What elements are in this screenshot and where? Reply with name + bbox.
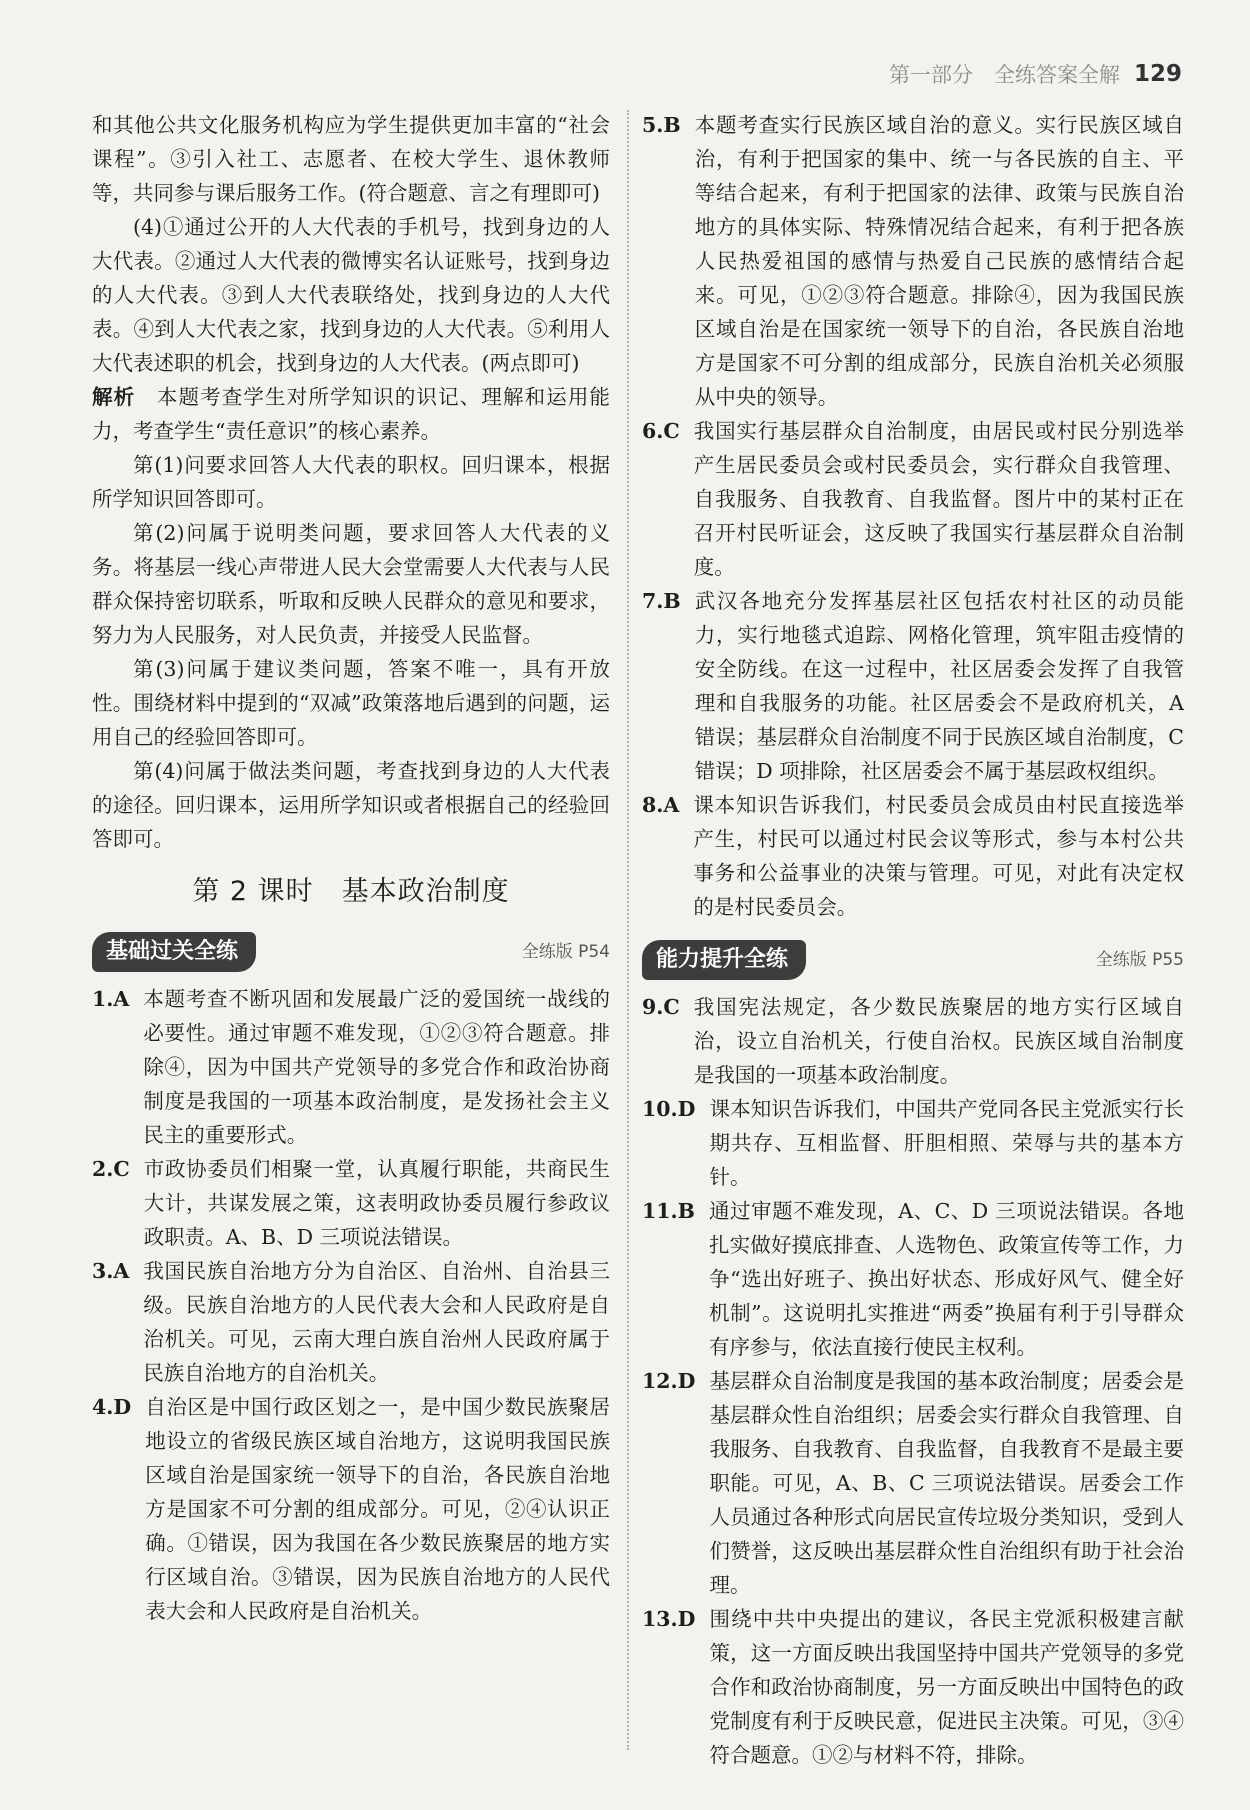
section-header-advanced xyxy=(642,938,1184,982)
answer-text: 本题考查不断巩固和发展最广泛的爱国统一战线的必要性。通过审题不难发现，①②③符合题意。排除④，因为中国共产党领导的多党合作和政治协商制度是我国的一项基本政治制度，是发扬社会主义民主的重要形式。 xyxy=(143,987,610,1147)
answer-item xyxy=(642,1092,1184,1194)
section-badge: 能力提升全练 xyxy=(642,940,806,980)
analysis-label: 解析 xyxy=(92,385,136,409)
answer-item xyxy=(642,414,1184,584)
left-column xyxy=(92,108,610,1628)
answer-number: 13.D xyxy=(642,1607,696,1631)
right-column xyxy=(642,108,1184,1772)
section-page-ref: 全练版 P54 xyxy=(521,942,610,962)
analysis-q2: 第(2)问属于说明类问题，要求回答人大代表的义务。将基层一线心声带进人民大会堂需要人大代表与人民群众保持密切联系，听取和反映人民群众的意见和要求，努力为人民服务，对人民负责，并接受人民监督。 xyxy=(92,521,610,647)
answer-number: 9.C xyxy=(642,995,680,1019)
answer-text: 通过审题不难发现，A、C、D 三项说法错误。各地扎实做好摸底排查、人选物色、政策宣传等工作，力争“选出好班子、换出好状态、形成好风气、健全好机制”。这说明扎实推进“两委”换届有利于引导群众有序参与，依法直接行使民主权利。 xyxy=(709,1199,1184,1359)
answer-item xyxy=(642,990,1184,1092)
answer-item xyxy=(642,1602,1184,1772)
answer-item xyxy=(642,1364,1184,1602)
answer-item xyxy=(642,1194,1184,1364)
answer-number: 6.C xyxy=(642,419,680,443)
lesson-title: 第 2 课时 基本政治制度 xyxy=(192,876,510,907)
answer-number: 12.D xyxy=(642,1369,696,1393)
answer-number: 7.B xyxy=(642,589,681,613)
answer-item xyxy=(92,982,610,1152)
answer-number: 1.A xyxy=(92,987,130,1011)
answer-number: 2.C xyxy=(92,1157,130,1181)
section-badge: 基础过关全练 xyxy=(92,932,256,972)
analysis-q3: 第(3)问属于建议类问题，答案不唯一，具有开放性。围绕材料中提到的“双减”政策落地后遇到的问题，运用自己的经验回答即可。 xyxy=(92,657,610,749)
answer-number: 4.D xyxy=(92,1395,132,1419)
answer-text: 基层群众自治制度是我国的基本政治制度；居委会是基层群众性自治组织；居委会实行群众自我管理、自我服务、自我教育、自我监督，自我教育不是最主要职能。可见，A、B、C 三项说法错误。居委会工作人员通过各种形式向居民宣传垃圾分类知识，受到人们赞誉，这反映出基层群众性自治组织有助于社会治理。 xyxy=(709,1369,1184,1597)
answer-number: 3.A xyxy=(92,1259,130,1283)
column-divider xyxy=(627,110,629,1750)
answer-number: 8.A xyxy=(642,793,680,817)
answer-text: 武汉各地充分发挥基层社区包括农村社区的动员能力，实行地毯式追踪、网格化管理，筑牢阻击疫情的安全防线。在这一过程中，社区居委会发挥了自我管理和自我服务的功能。社区居委会不是政府机关，A 错误；基层群众自治制度不同于民族区域自治制度，C 错误；D 项排除，社区居委会不属于基层政权组织。 xyxy=(694,589,1184,783)
section-page-ref: 全练版 P55 xyxy=(1095,950,1184,970)
analysis-text: 本题考查学生对所学知识的识记、理解和运用能力，考查学生“责任意识”的核心素养。 xyxy=(92,385,611,443)
page-header xyxy=(870,54,1182,94)
answer-number: 10.D xyxy=(642,1097,696,1121)
answer-number: 5.B xyxy=(642,113,681,137)
answer-text: 市政协委员们相聚一堂，认真履行职能，共商民生大计，共谋发展之策，这表明政协委员履行参政议政职责。A、B、D 三项说法错误。 xyxy=(143,1157,610,1249)
answer-text: 我国宪法规定，各少数民族聚居的地方实行区域自治，设立自治机关，行使自治权。民族区域自治制度是我国的一项基本政治制度。 xyxy=(693,995,1184,1087)
answer-text: 我国民族自治地方分为自治区、自治州、自治县三级。民族自治地方的人民代表大会和人民政府是自治机关。可见，云南大理白族自治州人民政府属于民族自治地方的自治机关。 xyxy=(143,1259,610,1385)
answer-continuation-3: 和其他公共文化服务机构应为学生提供更加丰富的“社会课程”。③引入社工、志愿者、在校大学生、退休教师等，共同参与课后服务工作。(符合题意、言之有理即可) xyxy=(92,113,610,205)
section-header-basic xyxy=(92,930,610,974)
answer-part-4: (4)①通过公开的人大代表的手机号，找到身边的人大代表。②通过人大代表的微博实名认证账号，找到身边的人大代表。③到人大代表联络处，找到身边的人大代表。④到人大代表之家，找到身边的人大代表。⑤利用人大代表述职的机会，找到身边的人大代表。(两点即可) xyxy=(92,215,610,375)
header-section-title: 第一部分 全练答案全解 xyxy=(888,63,1120,87)
answer-text: 围绕中共中央提出的建议，各民主党派积极建言献策，这一方面反映出我国坚持中国共产党领导的多党合作和政治协商制度，另一方面反映出中国特色的政党制度有利于反映民意，促进民主决策。可见，③④符合题意。①②与材料不符，排除。 xyxy=(709,1607,1184,1767)
answer-item xyxy=(642,108,1184,414)
answer-item xyxy=(642,788,1184,924)
answer-item xyxy=(92,1390,610,1628)
page-number: 129 xyxy=(1133,61,1182,87)
answer-item xyxy=(642,584,1184,788)
answer-text: 课本知识告诉我们，中国共产党同各民主党派实行长期共存、互相监督、肝胆相照、荣辱与共的基本方针。 xyxy=(709,1097,1184,1189)
analysis-intro xyxy=(92,380,610,448)
answer-text: 本题考查实行民族区域自治的意义。实行民族区域自治，有利于把国家的集中、统一与各民族的自主、平等结合起来，有利于把国家的法律、政策与民族自治地方的具体实际、特殊情况结合起来，有利于把各族人民热爱祖国的感情与热爱自己民族的感情结合起来。可见，①②③符合题意。排除④，因为我国民族区域自治是在国家统一领导下的自治，各民族自治地方是国家不可分割的组成部分，民族自治机关必须服从中央的领导。 xyxy=(694,113,1184,409)
analysis-q4: 第(4)问属于做法类问题，考查找到身边的人大代表的途径。回归课本，运用所学知识或者根据自己的经验回答即可。 xyxy=(92,759,610,851)
answer-number: 11.B xyxy=(642,1199,695,1223)
answer-item xyxy=(92,1254,610,1390)
answer-text: 课本知识告诉我们，村民委员会成员由村民直接选举产生，村民可以通过村民会议等形式，参与本村公共事务和公益事业的决策与管理。可见，对此有决定权的是村民委员会。 xyxy=(693,793,1184,919)
answer-item xyxy=(92,1152,610,1254)
analysis-q1: 第(1)问要求回答人大代表的职权。回归课本，根据所学知识回答即可。 xyxy=(92,453,610,511)
answer-text: 自治区是中国行政区划之一，是中国少数民族聚居地设立的省级民族区域自治地方，这说明我国民族区域自治是国家统一领导下的自治，各民族自治地方是国家不可分割的组成部分。可见，②④认识正确。①错误，因为我国在各少数民族聚居的地方实行区域自治。③错误，因为民族自治地方的人民代表大会和人民政府是自治机关。 xyxy=(145,1395,610,1623)
answer-text: 我国实行基层群众自治制度，由居民或村民分别选举产生居民委员会或村民委员会，实行群众自我管理、自我服务、自我教育、自我监督。图片中的某村正在召开村民听证会，这反映了我国实行基层群众自治制度。 xyxy=(693,419,1184,579)
